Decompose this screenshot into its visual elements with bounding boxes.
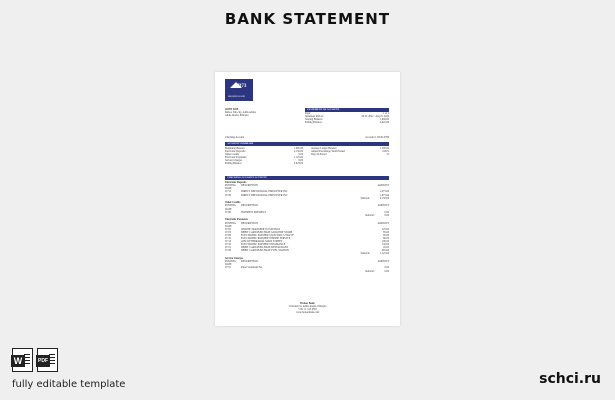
summary-right-key: Days in Period <box>311 152 327 156</box>
transaction-date: 07/18 <box>225 243 231 247</box>
summary-left-key: Service Charges <box>225 158 242 162</box>
summary-left-key: Other Credits <box>225 152 240 156</box>
word-doc-icon <box>12 348 33 372</box>
account-line <box>225 136 389 139</box>
subtotal-value: 0.00 <box>384 213 389 217</box>
transaction-description: INTEREST PAYMENT <box>241 210 266 214</box>
transaction-amount: 0.00 <box>384 210 389 214</box>
transaction-description: DEBIT CARD PURCHASE GROCERY STORE <box>241 230 293 234</box>
activity-section-title: Electronic Payments <box>225 218 248 222</box>
amount-header: AMOUNT <box>377 221 389 225</box>
soa-row <box>305 121 389 124</box>
section-subtotal <box>225 197 389 200</box>
transaction-description: ELECTRONIC PAYMENT ELECTRIC UTILITY <box>241 233 294 237</box>
soa-title: STATEMENT OF ACCOUNT <box>305 108 389 112</box>
transaction-date: 07/03 <box>225 230 231 234</box>
account-label: Checking Account <box>225 136 245 139</box>
summary-left-value: 0.00 <box>298 158 303 162</box>
account-summary <box>225 142 389 165</box>
transaction-description: ATM WITHDRAWAL MAIN STREET <box>241 240 283 244</box>
logo-name: B73 <box>238 84 247 89</box>
summary-right-key: Annual Percentage Yield Earned <box>311 149 345 153</box>
soa-value: 2,025.00 <box>379 120 389 124</box>
page-title: BANK STATEMENT <box>224 10 391 28</box>
transaction-date: 07/06 <box>225 210 231 214</box>
summary-left-value: 2,150.00 <box>293 149 303 153</box>
soa-key: Starting Balance: <box>305 117 323 121</box>
customer-block <box>225 108 295 117</box>
activity-section-title: Service Charges <box>225 257 243 261</box>
customer-name: JOHN DOE <box>225 108 239 111</box>
summary-left-value: 1,125.00 <box>293 155 303 159</box>
logo-subtitle: BROKER BANK <box>228 95 246 98</box>
subtotal-value: 0.00 <box>384 269 389 273</box>
transaction-amount: 95.00 <box>383 233 389 237</box>
date-header: POSTING DATE <box>225 204 236 211</box>
transaction-amount: 60.00 <box>383 236 389 240</box>
transaction-date: 07/10 <box>225 236 231 240</box>
footer-line-1: Customer St, Addis Ababa, Ethiopia <box>288 305 327 309</box>
date-header: POSTING DATE <box>225 184 236 191</box>
summary-left-row <box>225 162 303 165</box>
transaction-amount: 85.00 <box>383 230 389 234</box>
subtotal-label: Subtotal: <box>365 269 375 273</box>
transaction-description: ONLINE TRANSFER TO SAVINGS <box>241 227 281 231</box>
summary-right-row <box>311 153 389 156</box>
section-subtotal <box>225 214 389 217</box>
footer-line-3: www.brokerbank.com <box>295 311 320 315</box>
activity-section-title: Electronic Deposits <box>225 181 247 185</box>
transaction-date: 07/31 <box>225 266 231 270</box>
activity-section-title: Other Credits <box>225 201 241 205</box>
soa-value: 1,000.00 <box>379 117 389 121</box>
date-header: POSTING DATE <box>225 221 236 228</box>
section-subtotal <box>225 270 389 273</box>
transaction-description: ELECTRONIC PAYMENT INSURANCE <box>241 243 286 247</box>
summary-left-value: 0.00 <box>298 152 303 156</box>
summary-left-key: Electronic Deposits <box>225 149 246 153</box>
summary-right-key: Average Ledger Balance <box>311 146 337 150</box>
date-header: POSTING DATE <box>225 260 236 267</box>
summary-title: ACCOUNT SUMMARY <box>225 142 389 146</box>
section-subtotal <box>225 252 389 255</box>
footer-bank-name: Broker Bank <box>300 302 315 305</box>
transaction-description: Paper Statement Fee <box>241 266 263 270</box>
summary-left-value: 2,025.00 <box>293 162 303 166</box>
soa-key: Statement Period: <box>305 114 324 118</box>
subtotal-label: Subtotal: <box>360 196 370 200</box>
amount-header: AMOUNT <box>377 260 389 264</box>
transaction-description: DIRECT DEP PAYROLL EMPLOYER INC <box>241 193 288 197</box>
transaction-date: 07/12 <box>225 190 231 194</box>
transaction-amount: 1,075.00 <box>379 193 389 197</box>
footer-line-2: +251 11 123 4567 <box>298 308 317 312</box>
site-name: schci.ru <box>539 371 601 387</box>
transaction-amount: 150.00 <box>381 243 389 247</box>
word-badge-label: W <box>11 355 25 367</box>
amount-header: AMOUNT <box>377 204 389 208</box>
transaction-date: 07/26 <box>225 193 231 197</box>
transaction-amount: 0.00 <box>384 266 389 270</box>
subtotal-value: 2,150.00 <box>379 196 389 200</box>
subtotal-value: 1,125.00 <box>379 252 389 256</box>
transaction-date: 07/28 <box>225 249 231 253</box>
transaction-description: DIRECT DEP PAYROLL EMPLOYER INC <box>241 190 288 194</box>
transaction-date: 07/02 <box>225 227 231 231</box>
desc-header: DESCRIPTION <box>241 204 258 208</box>
transaction-amount: 125.00 <box>381 227 389 231</box>
summary-left-key: Electronic Payments <box>225 155 247 159</box>
account-activity <box>225 176 389 273</box>
activity-title: CHECKING ACCOUNT ACTIVITY <box>225 176 389 180</box>
soa-value: 1 of 1 <box>382 111 389 115</box>
pdf-doc-icon <box>37 348 58 372</box>
summary-right-value: 0.00% <box>382 149 389 153</box>
caption: fully editable template <box>12 379 126 390</box>
transaction-amount: 465.00 <box>381 249 389 253</box>
desc-header: DESCRIPTION <box>241 184 258 188</box>
customer-address-1: Kirkos Sub-city, Addis Ababa <box>225 111 256 115</box>
soa-key: Page: <box>305 111 311 115</box>
statement-footer <box>215 302 400 314</box>
transaction-date: 07/09 <box>225 233 231 237</box>
transaction-description: DEBIT CARD PURCHASE RESTAURANT <box>241 246 289 250</box>
customer-address-2: Addis Ababa, Ethiopia <box>225 114 249 118</box>
account-number: Account # 12345-6789 <box>365 136 389 139</box>
summary-left-value: 1,000.00 <box>293 146 303 150</box>
soa-value: Jul 01 2022 - Aug 01 2022 <box>361 114 389 118</box>
statement-of-account <box>305 108 389 124</box>
transaction-date: 07/14 <box>225 240 231 244</box>
statement-document <box>215 72 400 326</box>
transaction-amount: 1,075.00 <box>379 190 389 194</box>
subtotal-label: Subtotal: <box>360 252 370 256</box>
amount-header: AMOUNT <box>377 184 389 188</box>
summary-left-key: Ending Balance <box>225 162 242 166</box>
transaction-amount: 45.00 <box>383 246 389 250</box>
transaction-description: DEBIT CARD PURCHASE FUEL STATION <box>241 249 289 253</box>
desc-header: DESCRIPTION <box>241 260 258 264</box>
transaction-date: 07/21 <box>225 246 231 250</box>
summary-left-key: Beginning Balance <box>225 146 245 150</box>
format-badges <box>12 348 58 372</box>
soa-key: Ending Balance: <box>305 120 323 124</box>
transaction-description: ELECTRONIC PAYMENT PHONE SERVICE <box>241 236 291 240</box>
bank-logo <box>225 79 253 101</box>
pdf-badge-label: PDF <box>36 355 50 367</box>
summary-right-value: 1,500.00 <box>379 146 389 150</box>
desc-header: DESCRIPTION <box>241 221 258 225</box>
transaction-amount: 100.00 <box>381 240 389 244</box>
subtotal-label: Subtotal: <box>365 213 375 217</box>
summary-right-value: 31 <box>386 152 389 156</box>
